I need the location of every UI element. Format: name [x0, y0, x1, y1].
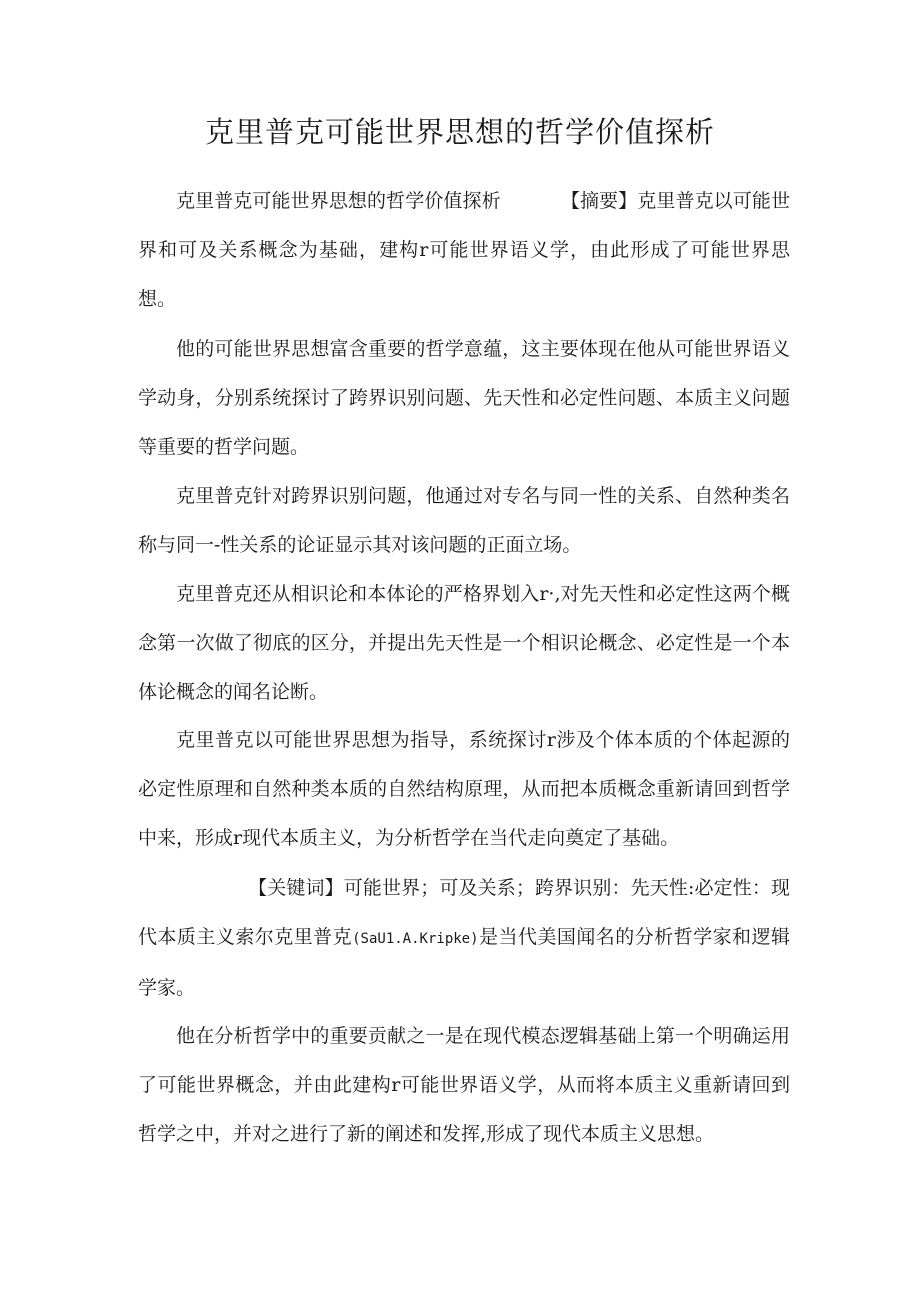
paragraph-5 [138, 716, 790, 863]
kripke-name: (SaU1.A.Kripke) [352, 931, 479, 947]
paragraph-text: 克里普克针对跨界识别问题，他通过对专名与同一性的关系、自然种类名称与同一-性关系的论证显示其对该问题的正面立场。 [138, 485, 790, 556]
paragraph-text: 克里普克还从相识论和本体论的严格界划入r·,对先天性和必定性这两个概念第一次做了彻底的区分，并提出先天性是一个相识论概念、必定性是一个本体论概念的闻名论断。 [138, 583, 790, 703]
keywords-tail: 是当代美国闻名的分析哲学家和逻辑学家。 [138, 926, 790, 999]
abstract-heading: 克里普克可能世界思想的哲学价值探析 [176, 190, 501, 212]
paragraph-2 [138, 325, 790, 472]
abstract-text: 【摘要】克里普克以可能世界和可及关系概念为基础，建构r可能世界语义学，由此形成了可能世界思想。 [138, 190, 790, 310]
paragraph-7 [138, 1012, 790, 1159]
paragraph-abstract [138, 177, 790, 324]
keywords-text: 【关键词】可能世界；可及关系；跨界识别：先天性:必定性：现代本质主义索尔克里普克 [138, 877, 790, 948]
document-title: 克里普克可能世界思想的哲学价值探析 [204, 115, 715, 149]
paragraph-text: 克里普克以可能世界思想为指导，系统探讨r涉及个体本质的个体起源的必定性原理和自然种类本质的自然结构原理，从而把本质概念重新请回到哲学中来，形成r现代本质主义，为分析哲学在当代走向奠定了基础。 [138, 729, 790, 849]
paragraph-text: 他的可能世界思想富含重要的哲学意蕴，这主要体现在他从可能世界语义学动身，分别系统探讨了跨界识别问题、先天性和必定性问题、本质主义问题等重要的哲学问题。 [138, 338, 790, 458]
paragraph-3 [138, 472, 790, 570]
paragraph-4 [138, 570, 790, 717]
paragraph-keywords [138, 864, 790, 1013]
paragraph-text: 他在分析哲学中的重要贡献之一是在现代模态逻辑基础上第一个明确运用了可能世界概念，并由此建构r可能世界语义学，从而将本质主义重新请回到哲学之中，并对之进行了新的阐述和发挥,形成了现代本质主义思想。 [138, 1025, 790, 1145]
